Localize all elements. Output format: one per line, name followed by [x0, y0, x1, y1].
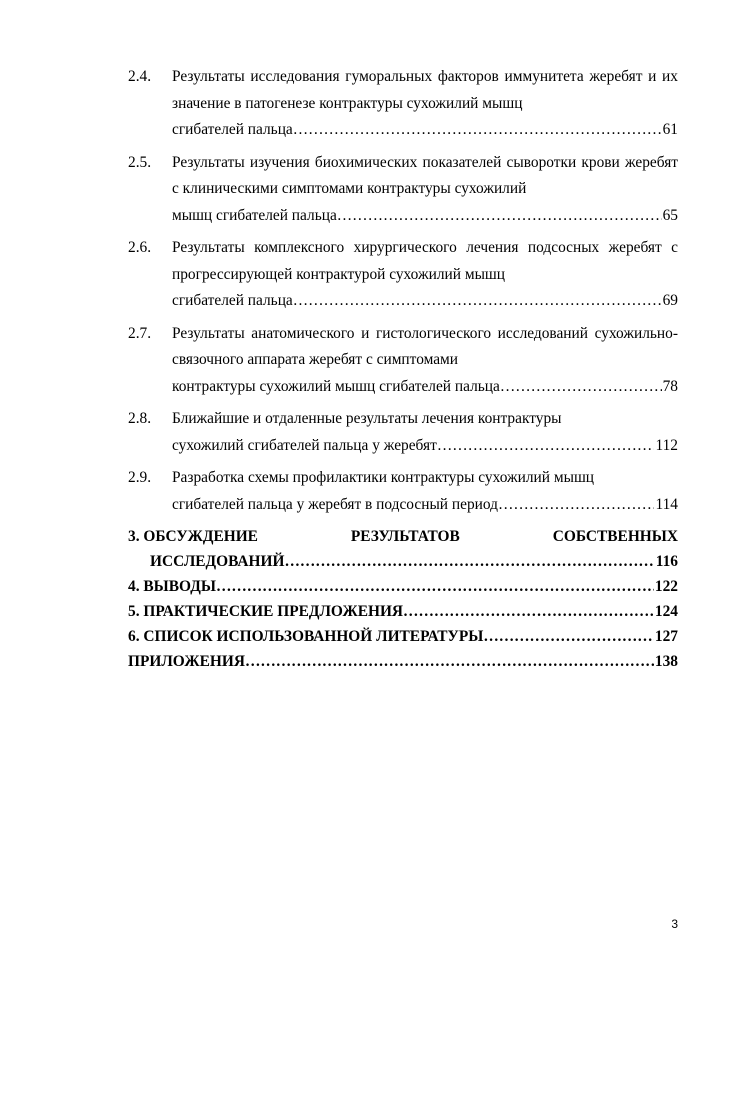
- toc-entry-2-8: [128, 406, 678, 459]
- chapter-page-number: 127: [654, 628, 678, 645]
- entry-title-tail: контрактуры сухожилий мышц сгибателей пальца: [172, 377, 500, 395]
- chapter-title-line: [128, 524, 678, 549]
- entry-title: Результаты исследования гуморальных факторов иммунитета жеребят и их значение в патогенезе контрактуры сухожилий мышц: [172, 68, 678, 112]
- dot-leader: [293, 117, 662, 144]
- toc-chapter-4: [128, 574, 678, 599]
- toc-entry-2-4: [128, 64, 678, 144]
- appendix-page-number: 138: [654, 653, 678, 670]
- chapter-number-and-word: [128, 524, 258, 549]
- toc-chapter-6: [128, 624, 678, 649]
- chapter-line: [128, 624, 678, 649]
- page-number: 3: [671, 917, 678, 931]
- toc-chapter-3: [128, 524, 678, 574]
- chapter-title: 6. СПИСОК ИСПОЛЬЗОВАННОЙ ЛИТЕРАТУРЫ: [128, 628, 484, 645]
- chapter-page-number: 122: [654, 578, 678, 595]
- entry-page-number: 61: [662, 121, 678, 138]
- chapter-title: 5. ПРАКТИЧЕСКИЕ ПРЕДЛОЖЕНИЯ: [128, 603, 404, 620]
- dot-leader: [284, 549, 654, 574]
- entry-number: 2.8.: [128, 410, 152, 427]
- entry-title: Результаты комплексного хирургического лечения подсосных жеребят с прогрессирующей контрактурой сухожилий мышц: [172, 239, 678, 283]
- dot-leader: [245, 649, 654, 674]
- entry-number: 2.9.: [128, 469, 152, 486]
- chapter-last-line: [128, 549, 678, 574]
- toc-entry-2-5: [128, 150, 678, 230]
- chapter-page-number: 124: [654, 603, 678, 620]
- entry-title: Результаты изучения биохимических показателей сыворотки крови жеребят с клиническими симптомами контрактуры сухожилий: [172, 153, 678, 197]
- chapter-title: 4. ВЫВОДЫ: [128, 578, 216, 595]
- toc-entry-2-6: [128, 235, 678, 315]
- entry-title: Разработка схемы профилактики контрактуры сухожилий мышц: [172, 469, 595, 486]
- chapter-line: [128, 599, 678, 624]
- entry-page-number: 114: [655, 495, 678, 513]
- toc-entry-2-9: [128, 465, 678, 518]
- entry-number: 2.5.: [128, 153, 152, 171]
- entry-title-tail: сгибателей пальца у жеребят в подсосный период: [172, 495, 498, 513]
- entry-last-line: [172, 117, 678, 144]
- entry-number: 2.6.: [128, 239, 152, 256]
- dot-leader: [337, 203, 662, 230]
- entry-title-tail: сгибателей пальца: [172, 292, 293, 309]
- entry-title: Ближайшие и отдаленные результаты лечения контрактуры: [172, 410, 562, 427]
- entry-last-line: [172, 433, 678, 460]
- chapter-page-number: 116: [655, 553, 678, 570]
- appendix-line: [128, 649, 678, 674]
- entry-last-line: [172, 492, 678, 519]
- entry-page-number: 78: [662, 377, 678, 395]
- toc-entry-2-7: [128, 321, 678, 401]
- dot-leader: [437, 433, 655, 460]
- entry-last-line: [172, 203, 678, 230]
- dot-leader: [483, 624, 654, 649]
- entry-title-tail: мышц сгибателей пальца: [172, 206, 337, 224]
- chapter-line: [128, 574, 678, 599]
- entry-last-line: [172, 374, 678, 401]
- entry-page-number: 69: [662, 292, 678, 309]
- dot-leader: [403, 599, 654, 624]
- toc-appendix: [128, 649, 678, 674]
- entry-title-tail: сгибателей пальца: [172, 121, 293, 138]
- entry-page-number: 112: [655, 436, 678, 454]
- chapter-word-2: РЕЗУЛЬТАТОВ: [350, 528, 460, 545]
- dot-leader: [498, 492, 655, 519]
- chapter-word-3: СОБСТВЕННЫХ: [552, 528, 678, 545]
- entry-number: 2.4.: [128, 68, 152, 85]
- toc-chapter-5: [128, 599, 678, 624]
- dot-leader: [216, 574, 654, 599]
- entry-number: 2.7.: [128, 324, 152, 342]
- appendix-title: ПРИЛОЖЕНИЯ: [128, 653, 245, 670]
- entry-title-tail: сухожилий сгибателей пальца у жеребят: [172, 436, 437, 454]
- dot-leader: [293, 288, 662, 315]
- chapter-word-1: ОБСУЖДЕНИЕ: [143, 528, 258, 545]
- entry-page-number: 65: [662, 206, 678, 224]
- entry-last-line: [172, 288, 678, 315]
- entry-title: Результаты анатомического и гистологического исследований сухожильно-связочного аппарата жеребят с симптомами: [172, 324, 678, 368]
- chapter-title-tail: ИССЛЕДОВАНИЙ: [150, 553, 285, 570]
- chapter-number: 3.: [128, 528, 140, 545]
- dot-leader: [500, 374, 662, 401]
- table-of-contents: [128, 64, 678, 674]
